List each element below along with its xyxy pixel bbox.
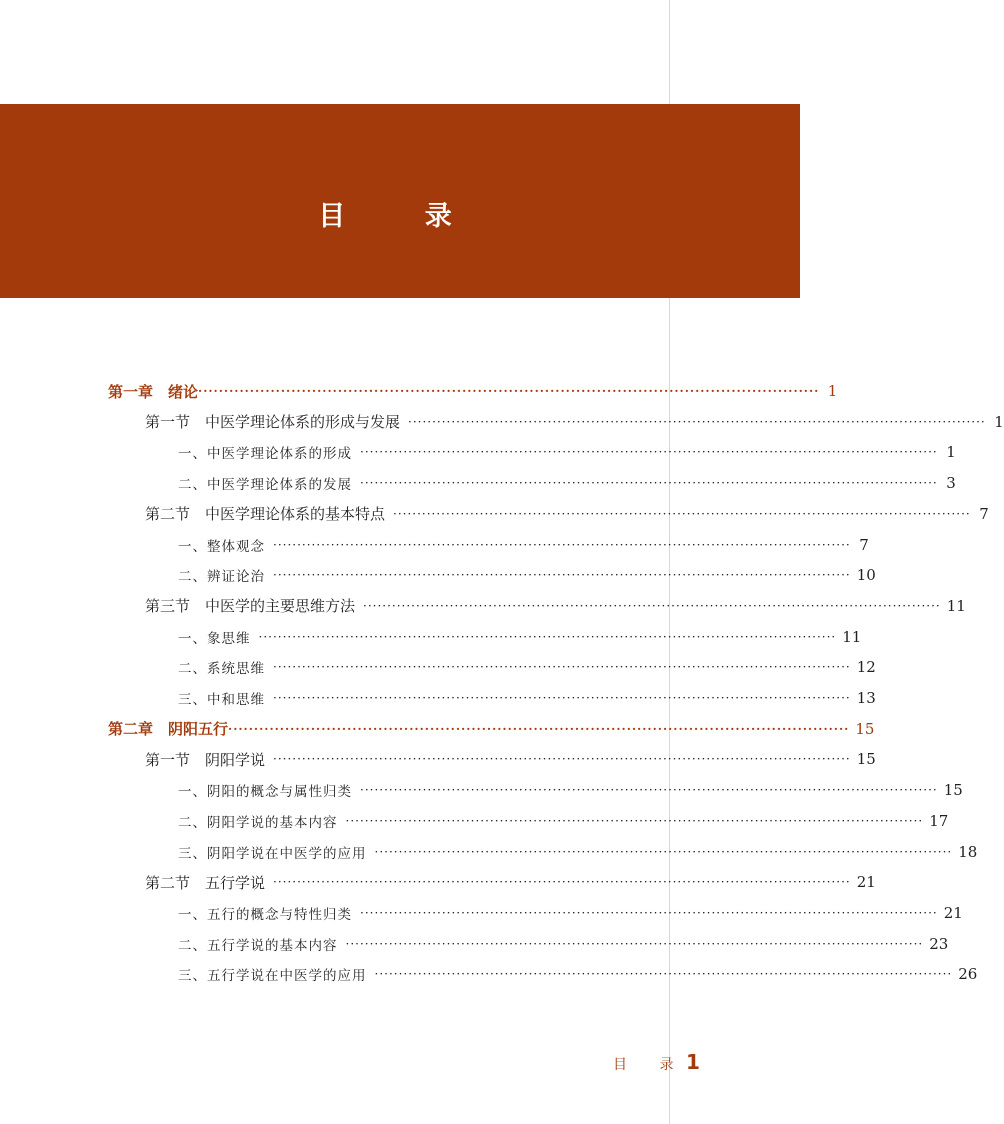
dot-leader: ························································································································ <box>198 384 820 398</box>
toc-entry-page: 21 <box>943 903 963 922</box>
toc-entry-page: 1 <box>827 382 838 400</box>
dot-leader: ························································································································ <box>228 721 850 736</box>
toc-entry-title: 第一节 阴阳学说 <box>145 750 266 769</box>
toc-entry-page: 1 <box>994 412 1004 431</box>
toc-entry-title: 二、五行学说的基本内容 <box>178 937 338 954</box>
toc-entry-item[interactable] <box>178 839 978 865</box>
toc-entry-title: 第二章 阴阳五行 <box>108 720 229 739</box>
toc-entry-title: 三、中和思维 <box>178 692 265 708</box>
toc-entry-title: 二、系统思维 <box>178 661 265 678</box>
toc-entry-page: 17 <box>929 811 949 830</box>
toc-entry-title: 三、五行学说在中医学的应用 <box>178 968 367 985</box>
toc-entry-title: 第一节 中医学理论体系的形成与发展 <box>145 413 401 432</box>
dot-leader: ························································································································ <box>374 844 953 859</box>
toc-entry-item[interactable] <box>178 470 956 496</box>
dot-leader: ························································································································ <box>408 414 986 429</box>
toc-entry-title: 一、中医学理论体系的形成 <box>178 446 352 463</box>
toc-entry-section[interactable] <box>145 593 966 619</box>
dot-leader: ························································································································ <box>258 629 837 644</box>
dot-leader: ························································································································ <box>273 568 851 583</box>
toc-entry-item[interactable] <box>178 439 956 465</box>
toc-entry-title: 第三节 中医学的主要思维方法 <box>145 597 356 616</box>
dot-leader: ························································································································ <box>360 445 938 460</box>
toc-entry-page: 23 <box>929 934 949 953</box>
toc-entry-item[interactable] <box>178 685 876 711</box>
toc-entry-title: 一、整体观念 <box>178 538 265 555</box>
toc-entry-page: 10 <box>856 566 876 585</box>
toc-entry-item[interactable] <box>178 900 963 926</box>
toc-entry-page: 3 <box>946 474 956 493</box>
toc-entry-item[interactable] <box>178 777 963 803</box>
toc-entry-item[interactable] <box>178 654 876 680</box>
toc-entry-page: 26 <box>958 965 978 984</box>
toc-entry-title: 第二节 五行学说 <box>145 873 266 892</box>
toc-entry-page: 11 <box>842 627 862 646</box>
dot-leader: ························································································································ <box>360 783 938 798</box>
toc-entry-chapter[interactable] <box>108 378 838 404</box>
dot-leader: ························································································································ <box>273 660 851 675</box>
toc-entry-section[interactable] <box>145 869 876 895</box>
dot-leader: ························································································································ <box>345 813 924 828</box>
dot-leader: ························································································································ <box>393 506 971 521</box>
toc-entry-section[interactable] <box>145 746 876 772</box>
dot-leader: ························································································································ <box>363 598 941 613</box>
toc-entry-item[interactable] <box>178 931 949 957</box>
toc-entry-section[interactable] <box>145 409 1004 435</box>
dot-leader: ························································································································ <box>273 752 851 767</box>
toc-entry-page: 12 <box>856 658 876 677</box>
dot-leader: ························································································································ <box>273 875 851 890</box>
toc-entry-title: 二、阴阳学说的基本内容 <box>178 814 338 831</box>
toc-entry-title: 三、阴阳学说在中医学的应用 <box>178 845 367 862</box>
toc-entry-item[interactable] <box>178 562 876 588</box>
dot-leader: ························································································································ <box>360 905 938 920</box>
toc-entry-item[interactable] <box>178 808 949 834</box>
toc-entry-title: 第一章 绪论 <box>108 382 199 401</box>
toc-entry-title: 一、象思维 <box>178 630 251 647</box>
dot-leader: ························································································································ <box>273 537 851 552</box>
toc-entry-page: 21 <box>856 873 876 892</box>
dot-leader: ························································································································ <box>360 476 938 491</box>
toc-entry-page: 18 <box>958 842 978 861</box>
toc-entry-page: 11 <box>946 596 966 615</box>
page-title: 目 录 <box>318 201 487 232</box>
toc-entry-item[interactable] <box>178 961 978 987</box>
toc-entry-item[interactable] <box>178 532 869 558</box>
toc-entry-title: 第二节 中医学理论体系的基本特点 <box>145 505 386 524</box>
dot-leader: ························································································································ <box>345 936 924 951</box>
toc-entry-page: 7 <box>859 535 869 554</box>
dot-leader: ························································································································ <box>273 691 851 705</box>
running-footer-label: 目 录 <box>613 1057 688 1073</box>
toc-entry-page: 15 <box>856 750 876 769</box>
toc-entry-title: 一、五行的概念与特性归类 <box>178 906 352 923</box>
toc-entry-page: 1 <box>946 443 956 462</box>
toc-entry-page: 15 <box>855 719 875 738</box>
toc-entry-title: 二、中医学理论体系的发展 <box>178 477 352 494</box>
page-number: 1 <box>686 1050 700 1074</box>
toc-entry-title: 二、辨证论治 <box>178 569 265 586</box>
toc-entry-page: 7 <box>979 504 989 523</box>
toc-entry-page: 13 <box>856 689 876 707</box>
toc-entry-item[interactable] <box>178 624 862 650</box>
toc-entry-title: 一、阴阳的概念与属性归类 <box>178 784 352 801</box>
toc-entry-page: 15 <box>943 781 963 800</box>
dot-leader: ························································································································ <box>374 967 953 982</box>
toc-entry-section[interactable] <box>145 501 989 527</box>
toc-entry-chapter[interactable] <box>108 716 875 742</box>
